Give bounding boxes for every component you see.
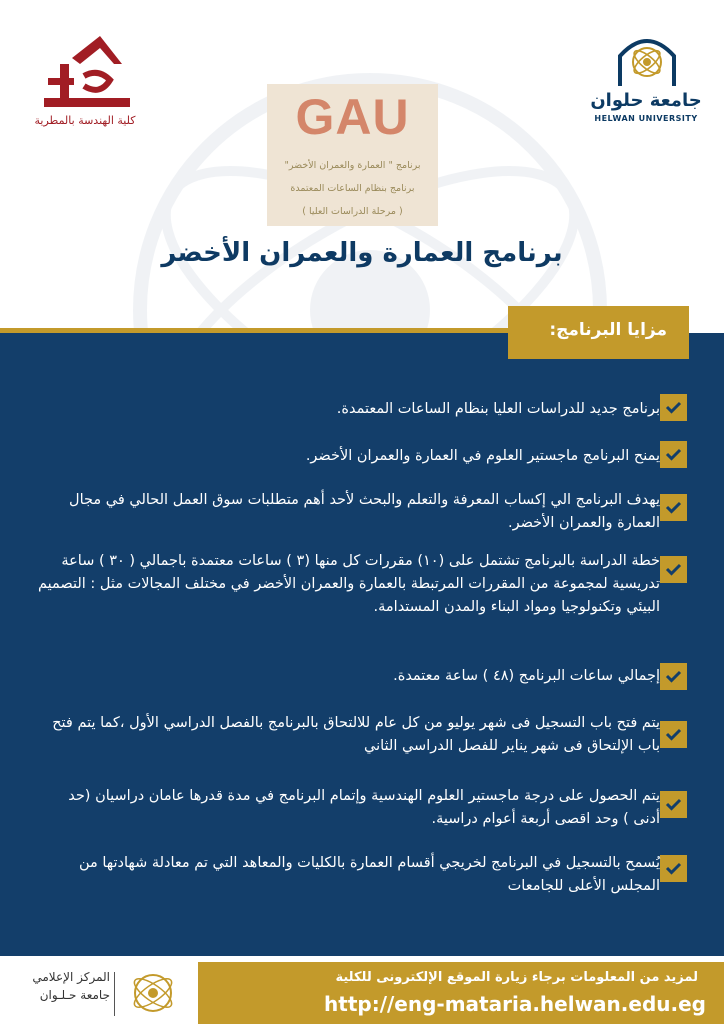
gau-box: [267, 84, 438, 226]
footer-info-text: لمزيد من المعلومات برجاء زيارة الموقع الإلكترونى للكلية: [335, 970, 698, 985]
feature-item-4: خطة الدراسة بالبرنامج تشتمل على (١٠) مقررات كل منها (٣ ) ساعات معتمدة باجمالي ( ٣٠ ) ساعة تدريسية لمجموعة من المقررات المرتبطة بالعمارة والعمران الأخضر في مختلف المجالات مثل : التصميم البيئي وتكنولوجيا ومواد البناء والمدن المستدامة.: [38, 553, 660, 615]
media-divider: [114, 972, 115, 1016]
check-icon: [660, 855, 687, 882]
feature-item-2: يمنح البرنامج ماجستير العلوم في العمارة والعمران الأخضر.: [305, 448, 660, 464]
gau-line-3: ( مرحلة الدراسات العليا ): [302, 206, 403, 217]
check-icon: [660, 394, 687, 421]
check-icon: [660, 791, 687, 818]
feature-item-8: يُسمح بالتسجيل في البرنامج لخريجي أقسام العمارة بالكليات والمعاهد التي تم معادلة شهادتها من المجلس الأعلى للجامعات: [78, 855, 660, 894]
check-icon: [660, 663, 687, 690]
faculty-logo-text: كلية الهندسة بالمطرية: [34, 114, 136, 127]
gau-line-2: برنامج بنظام الساعات المعتمدة: [290, 183, 415, 194]
feature-item-5: إجمالي ساعات البرنامج (٤٨ ) ساعة معتمدة.: [393, 668, 660, 684]
check-icon: [660, 494, 687, 521]
feature-item-3: يهدف البرنامج الي إكساب المعرفة والتعلم والبحث لأحد أهم متطلبات سوق العمل الحالي في مجال العمارة والعمران الأخضر.: [69, 492, 660, 531]
footer-bar: [198, 962, 724, 1024]
media-center-line-1: المركز الإعلامي: [32, 970, 110, 984]
university-name-arabic: جامعة حلوان: [590, 90, 702, 111]
gold-divider: [0, 328, 508, 333]
page-title: برنامج العمارة والعمران الأخضر: [161, 238, 563, 268]
check-icon: [660, 556, 687, 583]
section-title: مزايا البرنامج:: [508, 306, 689, 359]
university-name-english: HELWAN UNIVERSITY: [594, 114, 698, 123]
media-center-logo: [120, 966, 186, 1020]
feature-item-1: برنامج جديد للدراسات العليا بنظام الساعات المعتمدة.: [336, 401, 660, 417]
media-center-text: [22, 968, 110, 1004]
faculty-website-link[interactable]: http://eng-mataria.helwan.edu.eg: [324, 992, 706, 1016]
check-icon: [660, 721, 687, 748]
media-center-line-2: جامعة حـلـوان: [39, 988, 110, 1002]
feature-item-6: يتم فتح باب التسجيل فى شهر يوليو من كل عام للالتحاق بالبرنامج بالفصل الدراسي الأول ،كما يتم فتح باب الإلتحاق فى شهر يناير للفصل الدراسي الثاني: [52, 715, 660, 754]
gau-line-1: برنامج " العمارة والعمران الأخضر": [284, 160, 421, 171]
feature-item-7: يتم الحصول على درجة ماجستير العلوم الهندسية وإتمام البرنامج في مدة قدرها عامان دراسيان (حد أدنى ) وحد اقصى أربعة أعوام دراسية.: [68, 788, 660, 827]
check-icon: [660, 441, 687, 468]
gau-title: GAU: [295, 89, 410, 145]
helwan-university-logo: [592, 30, 702, 126]
